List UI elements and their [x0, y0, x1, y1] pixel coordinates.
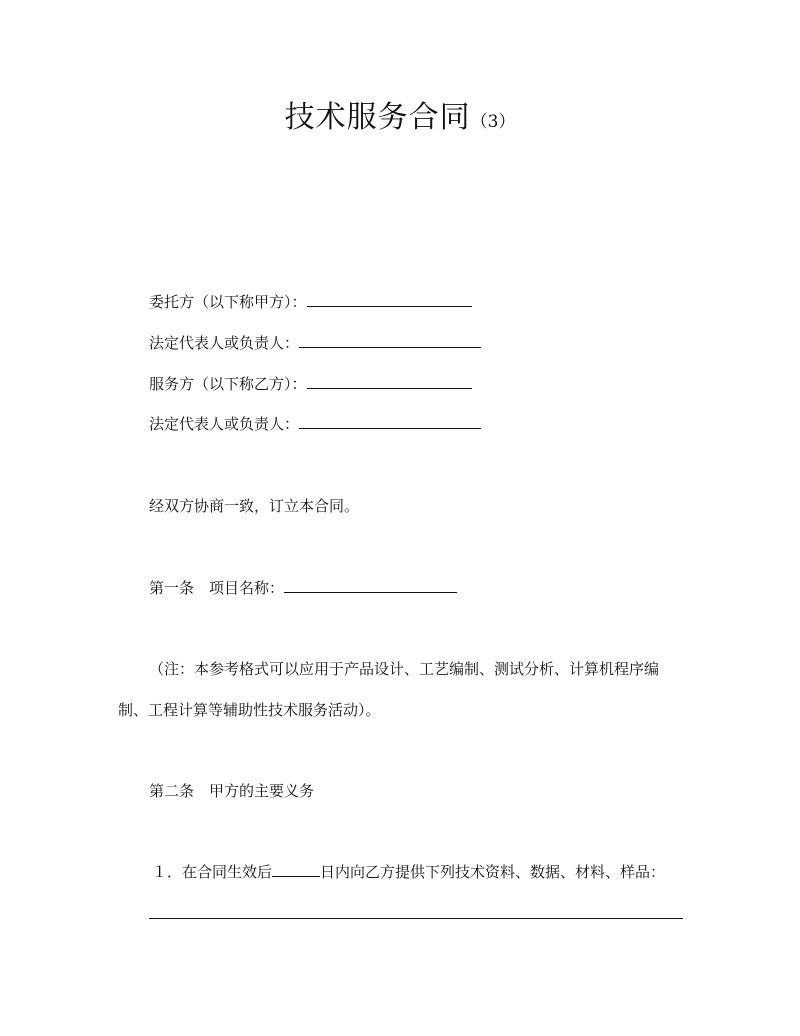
document-title: [0, 92, 800, 136]
item1-suffix: 日内向乙方提供下列技术资料、数据、材料、样品：: [320, 863, 666, 881]
party-provider-row: [149, 374, 472, 394]
party-provider-blank[interactable]: [307, 374, 472, 389]
materials-fill-line[interactable]: [149, 918, 683, 919]
party-client-rep-blank[interactable]: [299, 333, 481, 348]
title-suffix: （3）: [470, 112, 516, 132]
party-provider-rep-row: [149, 414, 481, 434]
note-line-1: （注：本参考格式可以应用于产品设计、工艺编制、测试分析、计算机程序编: [149, 660, 660, 678]
article1-row: [149, 578, 457, 598]
party-client-blank[interactable]: [307, 292, 472, 307]
party-client-rep-row: [149, 333, 481, 353]
title-main: 技术服务合同: [284, 100, 471, 135]
party-client-label: 委托方（以下称甲方）：: [149, 293, 307, 311]
agreement-text: 经双方协商一致，订立本合同。: [149, 497, 360, 515]
item1-row: [152, 862, 665, 882]
party-provider-rep-label: 法定代表人或负责人：: [149, 415, 300, 433]
party-client-rep-label: 法定代表人或负责人：: [149, 334, 300, 352]
item1-prefix: １．在合同生效后: [152, 863, 273, 881]
party-provider-rep-blank[interactable]: [299, 414, 481, 429]
party-client-row: [149, 292, 472, 312]
party-provider-label: 服务方（以下称乙方）：: [149, 375, 307, 393]
days-blank[interactable]: [272, 862, 320, 877]
article1-heading: 第一条 项目名称：: [149, 579, 285, 597]
note-line-2: 制、工程计算等辅助性技术服务活动）。: [118, 701, 381, 719]
article2-heading: 第二条 甲方的主要义务: [149, 782, 315, 800]
project-name-blank[interactable]: [284, 578, 457, 593]
